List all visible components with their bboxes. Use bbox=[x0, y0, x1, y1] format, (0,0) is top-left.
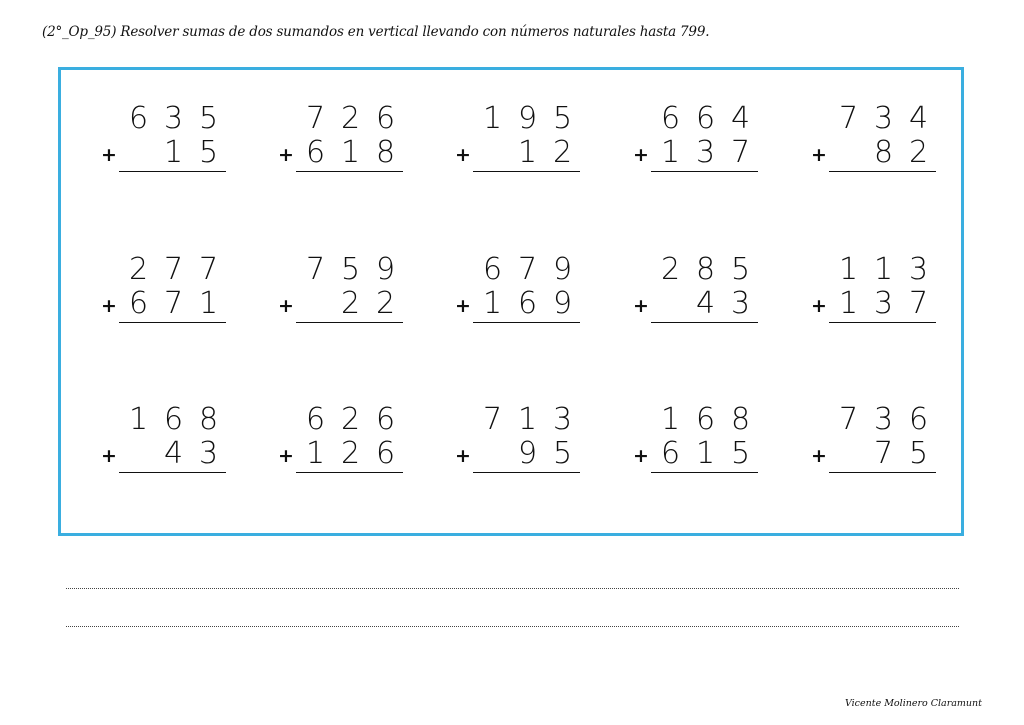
addend-top bbox=[831, 253, 936, 287]
sum-line bbox=[829, 472, 936, 473]
addend-top bbox=[475, 102, 580, 136]
digit: 5 bbox=[198, 101, 219, 136]
worksheet-instruction: (2°_Op_95) Resolver sumas de dos sumandos en vertical llevando con números naturales hasta 799. bbox=[42, 24, 710, 40]
plus-sign: + bbox=[455, 144, 471, 166]
addend-bottom bbox=[475, 136, 580, 170]
digit: 2 bbox=[128, 252, 149, 287]
digit: 6 bbox=[375, 402, 396, 437]
digit: 6 bbox=[305, 135, 326, 170]
plus-sign: + bbox=[101, 295, 117, 317]
addend-bottom bbox=[831, 136, 936, 170]
digit: 3 bbox=[873, 286, 894, 321]
digit: 3 bbox=[198, 436, 219, 471]
digit: 1 bbox=[340, 135, 361, 170]
digit: 1 bbox=[517, 135, 538, 170]
sum-line bbox=[829, 171, 936, 172]
digit: 1 bbox=[660, 135, 681, 170]
sum-line bbox=[651, 322, 758, 323]
addend-top bbox=[653, 253, 758, 287]
author-credit: Vicente Molinero Claramunt bbox=[844, 698, 982, 709]
digit: 9 bbox=[517, 436, 538, 471]
addend-top bbox=[475, 403, 580, 437]
digit: 3 bbox=[552, 402, 573, 437]
addition-problem bbox=[278, 101, 400, 182]
addend-bottom bbox=[121, 437, 226, 471]
answer-line-1 bbox=[66, 588, 959, 589]
digit: 6 bbox=[482, 252, 503, 287]
addend-top bbox=[653, 403, 758, 437]
digit: 1 bbox=[695, 436, 716, 471]
addition-problem bbox=[278, 402, 400, 483]
addend-bottom bbox=[831, 287, 936, 321]
digit: 8 bbox=[730, 402, 751, 437]
plus-sign: + bbox=[811, 144, 827, 166]
digit: 1 bbox=[128, 402, 149, 437]
digit: 7 bbox=[305, 252, 326, 287]
digit: 6 bbox=[695, 402, 716, 437]
digit: 9 bbox=[375, 252, 396, 287]
addition-problem bbox=[455, 402, 577, 483]
addend-top bbox=[121, 403, 226, 437]
addend-top bbox=[475, 253, 580, 287]
digit: 6 bbox=[695, 101, 716, 136]
addend-bottom bbox=[298, 287, 403, 321]
digit: 4 bbox=[730, 101, 751, 136]
addend-bottom bbox=[475, 437, 580, 471]
addend-top bbox=[298, 102, 403, 136]
digit: 1 bbox=[873, 252, 894, 287]
plus-sign: + bbox=[101, 445, 117, 467]
digit: 7 bbox=[163, 286, 184, 321]
digit: 3 bbox=[873, 402, 894, 437]
digit: 2 bbox=[660, 252, 681, 287]
digit: 5 bbox=[908, 436, 929, 471]
plus-sign: + bbox=[811, 295, 827, 317]
digit bbox=[121, 136, 156, 170]
digit: 1 bbox=[660, 402, 681, 437]
digit: 6 bbox=[128, 101, 149, 136]
digit: 2 bbox=[340, 101, 361, 136]
digit: 2 bbox=[375, 286, 396, 321]
addition-problem bbox=[455, 252, 577, 333]
digit: 6 bbox=[660, 101, 681, 136]
digit: 4 bbox=[163, 436, 184, 471]
digit: 2 bbox=[340, 402, 361, 437]
digit: 3 bbox=[873, 101, 894, 136]
digit: 1 bbox=[163, 135, 184, 170]
digit bbox=[831, 437, 866, 471]
digit: 7 bbox=[198, 252, 219, 287]
digit bbox=[653, 287, 688, 321]
digit: 5 bbox=[340, 252, 361, 287]
digit bbox=[475, 437, 510, 471]
digit: 8 bbox=[695, 252, 716, 287]
digit: 6 bbox=[517, 286, 538, 321]
digit: 4 bbox=[908, 101, 929, 136]
digit: 9 bbox=[552, 286, 573, 321]
digit: 1 bbox=[517, 402, 538, 437]
addition-problem bbox=[633, 252, 755, 333]
digit: 5 bbox=[198, 135, 219, 170]
plus-sign: + bbox=[455, 295, 471, 317]
digit: 7 bbox=[873, 436, 894, 471]
digit: 2 bbox=[340, 436, 361, 471]
digit: 1 bbox=[838, 252, 859, 287]
digit: 2 bbox=[908, 135, 929, 170]
digit bbox=[121, 437, 156, 471]
digit: 6 bbox=[660, 436, 681, 471]
digit: 8 bbox=[198, 402, 219, 437]
digit: 3 bbox=[730, 286, 751, 321]
digit: 1 bbox=[482, 101, 503, 136]
digit: 9 bbox=[552, 252, 573, 287]
addend-top bbox=[831, 403, 936, 437]
plus-sign: + bbox=[633, 445, 649, 467]
sum-line bbox=[119, 322, 226, 323]
digit: 6 bbox=[375, 101, 396, 136]
plus-sign: + bbox=[633, 295, 649, 317]
answer-line-2 bbox=[66, 626, 959, 627]
sum-line bbox=[296, 171, 403, 172]
plus-sign: + bbox=[278, 445, 294, 467]
addition-problem bbox=[278, 252, 400, 333]
digit bbox=[475, 136, 510, 170]
addend-top bbox=[298, 253, 403, 287]
plus-sign: + bbox=[101, 144, 117, 166]
addend-bottom bbox=[653, 437, 758, 471]
plus-sign: + bbox=[278, 295, 294, 317]
digit: 3 bbox=[163, 101, 184, 136]
sum-line bbox=[296, 322, 403, 323]
addition-problem bbox=[101, 402, 223, 483]
digit: 6 bbox=[163, 402, 184, 437]
addend-top bbox=[121, 102, 226, 136]
addition-problem bbox=[633, 101, 755, 182]
digit: 1 bbox=[482, 286, 503, 321]
addend-bottom bbox=[298, 136, 403, 170]
sum-line bbox=[829, 322, 936, 323]
digit: 4 bbox=[695, 286, 716, 321]
plus-sign: + bbox=[811, 445, 827, 467]
sum-line bbox=[296, 472, 403, 473]
addend-bottom bbox=[653, 136, 758, 170]
digit: 7 bbox=[517, 252, 538, 287]
addition-problem bbox=[633, 402, 755, 483]
digit: 7 bbox=[163, 252, 184, 287]
digit: 7 bbox=[838, 101, 859, 136]
digit: 7 bbox=[730, 135, 751, 170]
digit: 3 bbox=[695, 135, 716, 170]
digit: 2 bbox=[340, 286, 361, 321]
addend-bottom bbox=[298, 437, 403, 471]
addition-problem bbox=[101, 101, 223, 182]
digit: 5 bbox=[552, 436, 573, 471]
digit: 6 bbox=[375, 436, 396, 471]
digit: 1 bbox=[198, 286, 219, 321]
digit bbox=[298, 287, 333, 321]
sum-line bbox=[119, 472, 226, 473]
exercise-frame bbox=[58, 67, 964, 536]
digit: 5 bbox=[552, 101, 573, 136]
sum-line bbox=[119, 171, 226, 172]
digit bbox=[831, 136, 866, 170]
addend-bottom bbox=[475, 287, 580, 321]
addend-bottom bbox=[653, 287, 758, 321]
digit: 6 bbox=[305, 402, 326, 437]
digit: 5 bbox=[730, 252, 751, 287]
addend-top bbox=[298, 403, 403, 437]
sum-line bbox=[651, 472, 758, 473]
digit: 7 bbox=[482, 402, 503, 437]
digit: 8 bbox=[873, 135, 894, 170]
addition-problem bbox=[811, 252, 933, 333]
addend-bottom bbox=[121, 287, 226, 321]
addition-problem bbox=[101, 252, 223, 333]
digit: 7 bbox=[305, 101, 326, 136]
addend-bottom bbox=[121, 136, 226, 170]
addition-problem bbox=[455, 101, 577, 182]
digit: 5 bbox=[730, 436, 751, 471]
sum-line bbox=[473, 171, 580, 172]
digit: 6 bbox=[908, 402, 929, 437]
addend-top bbox=[121, 253, 226, 287]
digit: 7 bbox=[838, 402, 859, 437]
sum-line bbox=[651, 171, 758, 172]
addition-problem bbox=[811, 101, 933, 182]
plus-sign: + bbox=[633, 144, 649, 166]
plus-sign: + bbox=[278, 144, 294, 166]
addition-problem bbox=[811, 402, 933, 483]
digit: 1 bbox=[305, 436, 326, 471]
addend-top bbox=[653, 102, 758, 136]
digit: 2 bbox=[552, 135, 573, 170]
digit: 6 bbox=[128, 286, 149, 321]
digit: 9 bbox=[517, 101, 538, 136]
addend-bottom bbox=[831, 437, 936, 471]
sum-line bbox=[473, 472, 580, 473]
sum-line bbox=[473, 322, 580, 323]
plus-sign: + bbox=[455, 445, 471, 467]
addend-top bbox=[831, 102, 936, 136]
digit: 7 bbox=[908, 286, 929, 321]
digit: 8 bbox=[375, 135, 396, 170]
digit: 1 bbox=[838, 286, 859, 321]
digit: 3 bbox=[908, 252, 929, 287]
